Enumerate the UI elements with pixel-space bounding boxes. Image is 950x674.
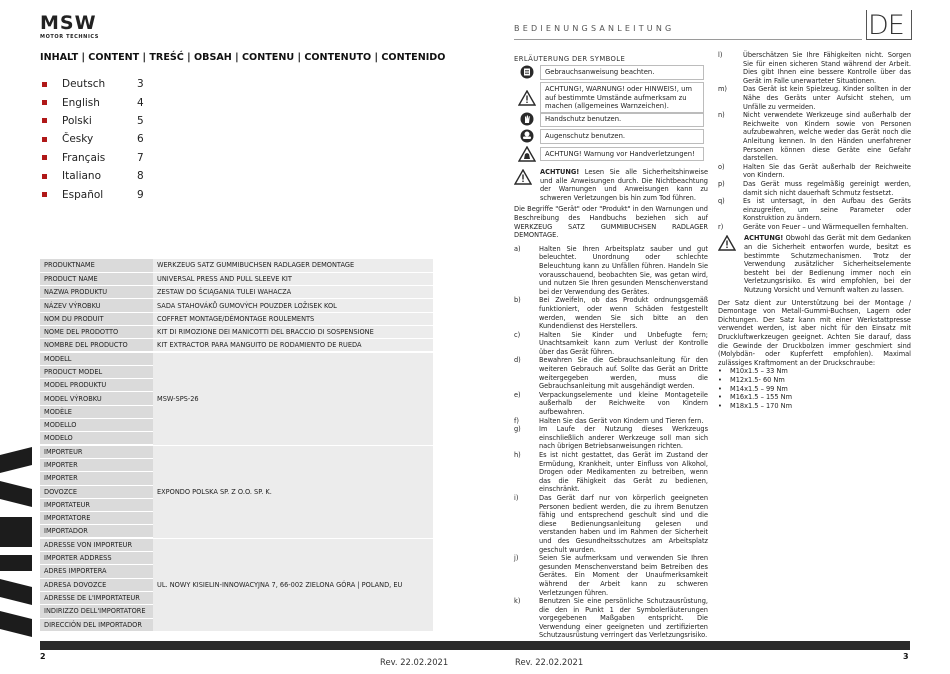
table-label: MODELL xyxy=(40,352,153,365)
safety-item-text: Das Gerät muss regelmäßig gereinigt werden, damit sich nicht dauerhaft Schmutz festsetzt. xyxy=(743,179,911,197)
brand-side-decoration xyxy=(0,447,32,643)
gloves-icon xyxy=(514,112,540,126)
bullet-icon: • xyxy=(718,393,722,402)
toc-item[interactable] xyxy=(40,167,180,185)
bullet-icon xyxy=(42,174,47,179)
toc-page: 3 xyxy=(137,78,144,91)
product-name-value: UNIVERSAL PRESS AND PULL SLEEVE KIT xyxy=(153,272,433,285)
safety-item xyxy=(718,163,911,180)
safety-item-text: Bei Zweifeln, ob das Produkt ordnungsgemäß funktioniert, oder wenn Schäden festgestellt werden, wenden Sie sich bitte an den Kundendienst des Herstellers. xyxy=(539,296,708,331)
safety-item-key: n) xyxy=(718,111,725,120)
usage-paragraph: Der Satz dient zur Unterstützung bei der Montage / Demontage von Metall-Gummi-Buchsen, Lagern oder Dichtungen. Der Satz kann mit einer Werkstattpresse verwendet werden, ist aber nicht für den Einsatz mit Druckluftwerkzeugen geeignet. Achten Sie darauf, dass die Gewinde der Druckbolzen immer geschmiert sind (Molybdän- oder Kupferfett empfohlen). Maximal zulässiges Kraftmoment an der Druckschraube: xyxy=(718,298,911,367)
safety-item xyxy=(514,331,708,357)
toc-lang: Deutsch xyxy=(62,78,106,91)
torque-value: M10x1.5 – 33 Nm xyxy=(730,367,788,376)
safety-item xyxy=(718,51,911,85)
safety-item xyxy=(514,597,708,640)
safety-item xyxy=(514,494,708,554)
safety-item-key: q) xyxy=(718,197,725,206)
table-label: IMPORTEUR xyxy=(40,445,153,458)
table-label: NAZWA PRODUKTU xyxy=(40,286,153,299)
torque-list xyxy=(718,367,911,410)
bullet-icon: • xyxy=(718,401,722,410)
torque-item xyxy=(718,393,911,402)
table-label: IMPORTATEUR xyxy=(40,498,153,511)
warning-triangle-icon xyxy=(718,234,744,294)
warning-label: ACHTUNG! xyxy=(540,168,580,176)
manual-title: BEDIENUNGSANLEITUNG xyxy=(514,24,675,33)
bullet-icon: • xyxy=(718,375,722,384)
product-info-table xyxy=(40,259,433,632)
table-label: IMPORTATORE xyxy=(40,512,153,525)
bullet-icon: • xyxy=(718,367,722,376)
toc-item[interactable] xyxy=(40,185,180,203)
brand-logo xyxy=(40,14,104,42)
bullet-icon xyxy=(42,192,47,197)
torque-value: M12x1.5- 60 Nm xyxy=(730,375,785,384)
table-label: DOVOZCE xyxy=(40,485,153,498)
safety-item-text: Halten Sie Kinder und Unbefugte fern; Unachtsamkeit kann zum Verlust der Kontrolle über das Gerät führen. xyxy=(539,330,708,356)
safety-list-a xyxy=(514,245,708,640)
table-label: PRODUCT NAME xyxy=(40,272,153,285)
revision-left: Rev. 22.02.2021 xyxy=(380,657,449,667)
warning-block xyxy=(718,234,911,294)
table-label: PRODUKTNAME xyxy=(40,259,153,272)
bullet-icon xyxy=(42,100,47,105)
safety-item xyxy=(514,245,708,297)
torque-item xyxy=(718,367,911,376)
safety-item-key: m) xyxy=(718,85,727,94)
safety-item-text: Nicht verwendete Werkzeuge sind außerhalb der Reichweite von Kindern sowie von Personen aufzubewahren, welche weder das Gerät noch die Anleitung kennen. In den Händen unerfahrener Personen können diese Geräte eine Gefahr darstellen. xyxy=(743,111,911,163)
safety-item-key: e) xyxy=(514,390,521,399)
table-label: NOM DU PRODUIT xyxy=(40,312,153,325)
table-label: ADRESSE VON IMPORTEUR xyxy=(40,538,153,551)
safety-column-left xyxy=(514,168,708,640)
safety-item-text: Das Gerät ist kein Spielzeug. Kinder sollten in der Nähe des Geräts unter Aufsicht stehen, um Unfälle zu vermeiden. xyxy=(743,85,911,111)
safety-item-key: a) xyxy=(514,244,521,253)
torque-value: M14x1.5 – 99 Nm xyxy=(730,384,788,393)
safety-item-text: Im Laufe der Nutzung dieses Werkzeugs einschließlich anderer Werkzeuge soll man sich nach übrigen Betriebsanweisungen richten. xyxy=(539,425,708,451)
safety-item xyxy=(718,85,911,111)
safety-item-text: Halten Sie das Gerät von Kindern und Tieren fern. xyxy=(539,416,704,425)
toc-page: 6 xyxy=(137,133,144,146)
table-label: MODÈLE xyxy=(40,405,153,418)
table-label: IMPORTER xyxy=(40,458,153,471)
safety-item-key: l) xyxy=(718,51,723,59)
hand-injury-icon xyxy=(514,146,540,162)
safety-item-key: d) xyxy=(514,356,521,365)
toc-lang: Español xyxy=(62,188,104,201)
safety-item xyxy=(514,554,708,597)
torque-item xyxy=(718,376,911,385)
toc-page: 9 xyxy=(137,188,144,201)
intro-paragraph: Die Begriffe "Gerät" oder "Produkt" in den Warnungen und Beschreibung des Handbuchs beziehen sich auf WERKZEUG SATZ GUMMIBUCHSEN RADLAGER DEMONTAGE. xyxy=(514,205,708,240)
header-divider xyxy=(514,39,862,40)
table-label: MODELO xyxy=(40,432,153,445)
safety-item xyxy=(718,180,911,197)
safety-item-key: b) xyxy=(514,296,521,305)
warning-text: Lesen Sie alle Sicherheitshinweise und alle Anweisungen durch. Die Nichtbeachtung der Warnungen und Anweisungen kann zu schweren Verletzungen bis hin zum Tod führen. xyxy=(540,168,708,202)
safety-item-text: Das Gerät darf nur von körperlich geeigneten Personen bedient werden, die zu ihrem Benutzen fähig und entsprechend geschult sind und die diese Bedienungsanleitung gelesen und verstanden haben und im Rahmen der Sicherheit und des Gesundheitsschutzes am Arbeitsplatz geschult wurden. xyxy=(539,493,708,554)
symbol-text: Gebrauchsanweisung beachten. xyxy=(540,65,704,80)
safety-item xyxy=(514,391,708,417)
safety-item xyxy=(514,296,708,330)
symbol-row xyxy=(514,146,704,162)
toc-item[interactable] xyxy=(40,112,180,130)
toc-item[interactable] xyxy=(40,93,180,111)
bullet-icon xyxy=(42,118,47,123)
safety-item-text: Bewahren Sie die Gebrauchsanleitung für den weiteren Gebrauch auf. Sollte das Gerät an Dritte weitergegeben werden, muss die Gebrauchsanleitung mit ausgehändigt werden. xyxy=(539,356,708,391)
safety-item-key: o) xyxy=(718,162,725,171)
symbol-text: ACHTUNG! Warnung vor Handverletzungen! xyxy=(540,147,704,162)
table-label: MODEL PRODUKTU xyxy=(40,379,153,392)
product-name-value: SADA STAHOVÁKŮ GUMOVÝCH POUZDER LOŽISEK KOL xyxy=(153,299,433,312)
symbol-row xyxy=(514,65,704,80)
table-label: ADRES IMPORTERA xyxy=(40,565,153,578)
safety-item-text: Benutzen Sie eine persönliche Schutzausrüstung, die den in Punkt 1 der Symbolerläuterungen vorgegebenen Maßgaben entspricht. Die Verwendung einer geeigneten und zertifizierten Schutzausrüstung verringert das Verletzungsrisiko. xyxy=(539,597,708,640)
bullet-icon xyxy=(42,82,47,87)
safety-item-key: r) xyxy=(718,222,724,231)
torque-item xyxy=(718,402,911,411)
warning-triangle-icon xyxy=(514,90,540,106)
symbol-row xyxy=(514,112,704,127)
toc-item[interactable] xyxy=(40,130,180,148)
warning-text: Obwohl das Gerät mit dem Gedanken an die Sicherheit entworfen wurde, besitzt es bestimmte Schutzmechanismen. Trotz der Verwendung zusätzlicher Sicherheitselemente besteht bei der Bedienung immer noch ein Verletzungsrisiko. Es wird empfohlen, bei der Nutzung Vorsicht und Vernunft walten zu lassen. xyxy=(744,234,911,295)
safety-item-key: i) xyxy=(514,493,519,502)
safety-item xyxy=(514,425,708,451)
product-name-value: ZESTAW DO ŚCIĄGANIA TULEI WAHACZA xyxy=(153,286,433,299)
table-label: DIRECCIÓN DEL IMPORTADOR xyxy=(40,618,153,631)
toc-item[interactable] xyxy=(40,149,180,167)
table-label: MODEL VÝROBKU xyxy=(40,392,153,405)
toc-lang: Česky xyxy=(62,133,94,146)
safety-item-key: h) xyxy=(514,451,521,459)
warning-block xyxy=(514,168,708,202)
toc-heading: INHALT | CONTENT | TREŚĆ | OBSAH | CONTENU | CONTENUTO | CONTENIDO xyxy=(40,52,446,63)
table-label: IMPORTER ADDRESS xyxy=(40,552,153,565)
table-label: IMPORTER xyxy=(40,472,153,485)
safety-item-text: Verpackungselemente und kleine Montageteile außerhalb der Reichweite von Kindern aufbewahren. xyxy=(539,390,708,417)
logo-mark: MSW xyxy=(40,12,97,34)
bullet-icon: • xyxy=(718,384,722,393)
table-label: ADRESA DOVOZCE xyxy=(40,578,153,591)
safety-item-text: Es ist nicht gestattet, das Gerät im Zustand der Ermüdung, Krankheit, unter Einfluss von Alkohol, Drogen oder Medikamenten zu betreiben, wenn das die Fähigkeit das Gerät zu bedienen, einschränkt. xyxy=(539,451,708,494)
symbol-text: ACHTUNG!, WARNUNG! oder HINWEIS!, um auf bestimmte Umstände aufmerksam zu machen (allgemeines Warnzeichen). xyxy=(540,82,704,114)
bullet-icon xyxy=(42,137,47,142)
safety-item-key: c) xyxy=(514,330,521,339)
safety-item-key: f) xyxy=(514,416,519,425)
symbol-row xyxy=(514,82,704,114)
safety-item-text: Geräte von Feuer – und Wärmequellen fernhalten. xyxy=(743,222,909,231)
toc-lang: Français xyxy=(62,151,106,164)
warning-label: ACHTUNG! xyxy=(744,234,784,243)
toc-lang: Italiano xyxy=(62,170,101,183)
safety-item-text: Halten Sie Ihren Arbeitsplatz sauber und gut beleuchtet. Unordnung oder schlechte Beleuchtung kann zu Unfällen führen. Handeln Sie vorausschauend, beobachten Sie, was getan wird, und nutzen Sie Ihren gesunden Menschenverstand bei der Verwendung des Gerätes. xyxy=(539,244,708,296)
table-label: NOME DEL PRODOTTO xyxy=(40,325,153,338)
safety-item-key: p) xyxy=(718,179,725,188)
table-label: IMPORTADOR xyxy=(40,525,153,538)
model-value: MSW-SPS-26 xyxy=(153,352,433,445)
logo-subtitle: MOTOR TECHNICS xyxy=(40,34,99,40)
safety-item-text: Halten Sie das Gerät außerhalb der Reichweite von Kindern. xyxy=(743,162,911,180)
product-name-value: KIT EXTRACTOR PARA MANGUITO DE RODAMIENTO DE RUEDA xyxy=(153,339,433,352)
goggles-icon xyxy=(514,129,540,143)
toc-page: 7 xyxy=(137,151,144,164)
toc-page: 4 xyxy=(137,96,144,109)
toc-page: 5 xyxy=(137,114,144,127)
safety-item-key: j) xyxy=(514,554,519,563)
torque-value: M16x1.5 – 155 Nm xyxy=(730,393,792,402)
toc-lang: English xyxy=(62,96,100,109)
table-label: NOMBRE DEL PRODUCTO xyxy=(40,339,153,352)
safety-list-b xyxy=(718,51,911,231)
table-label: ADRESSE DE L'IMPORTATEUR xyxy=(40,591,153,604)
safety-item-key: g) xyxy=(514,425,521,434)
safety-item-text: Es ist untersagt, in den Aufbau des Geräts einzugreifen, um seine Parameter oder Konstruktion zu ändern. xyxy=(743,197,911,223)
product-name-value: WERKZEUG SATZ GUMMIBUCHSEN RADLAGER DEMONTAGE xyxy=(153,259,433,272)
language-code: DE xyxy=(868,10,904,41)
importer-value: EXPONDO POLSKA SP. Z O.O. SP. K. xyxy=(153,445,433,538)
symbol-text: Augenschutz benutzen. xyxy=(540,129,704,144)
warning-triangle-icon xyxy=(514,168,540,202)
table-label: MODELLO xyxy=(40,419,153,432)
toc-item[interactable] xyxy=(40,75,180,93)
safety-item xyxy=(514,417,708,426)
torque-value: M18x1.5 – 170 Nm xyxy=(730,401,792,410)
safety-item xyxy=(514,451,708,494)
language-badge xyxy=(866,10,912,40)
table-label: PRODUCT MODEL xyxy=(40,365,153,378)
toc-lang: Polski xyxy=(62,114,92,127)
toc-list xyxy=(40,75,180,204)
torque-item xyxy=(718,385,911,394)
product-name-value: KIT DI RIMOZIONE DEI MANICOTTI DEL BRACCIO DI SOSPENSIONE xyxy=(153,325,433,338)
safety-item-text: Überschätzen Sie Ihre Fähigkeiten nicht. Sorgen Sie für einen sicheren Stand während der Arbeit. Dies gibt Ihnen eine bessere Kontrolle über das Gerät im Falle unerwarteter Situationen. xyxy=(743,51,911,85)
safety-item xyxy=(514,356,708,390)
safety-column-right xyxy=(718,51,911,410)
safety-item-text: Seien Sie aufmerksam und verwenden Sie Ihren gesunden Menschenverstand beim Betreiben des Gerätes. Ein Moment der Unaufmerksamkeit während der Arbeit kann zu schweren Verletzungen führen. xyxy=(539,554,708,597)
revision-right: Rev. 22.02.2021 xyxy=(515,657,584,667)
safety-item xyxy=(718,223,911,232)
table-label: NÁZEV VÝROBKU xyxy=(40,299,153,312)
toc-page: 8 xyxy=(137,170,144,183)
page-number-right: 3 xyxy=(903,652,909,661)
page-number-left: 2 xyxy=(40,652,46,661)
symbol-row xyxy=(514,129,704,144)
safety-item xyxy=(718,197,911,223)
bullet-icon xyxy=(42,155,47,160)
safety-item xyxy=(718,111,911,163)
safety-item-key: k) xyxy=(514,597,521,606)
symbols-title: ERLÄUTERUNG DER SYMBOLE xyxy=(514,55,626,63)
table-label: INDIRIZZO DELL'IMPORTATORE xyxy=(40,605,153,618)
address-value: UL. NOWY KISIELIN-INNOWACYJNA 7, 66-002 ZIELONA GÓRA | POLAND, EU xyxy=(153,538,433,631)
symbol-text: Handschutz benutzen. xyxy=(540,112,704,127)
product-name-value: COFFRET MONTAGE/DÉMONTAGE ROULEMENTS xyxy=(153,312,433,325)
footer-bar xyxy=(40,641,910,650)
manual-icon xyxy=(514,65,540,79)
